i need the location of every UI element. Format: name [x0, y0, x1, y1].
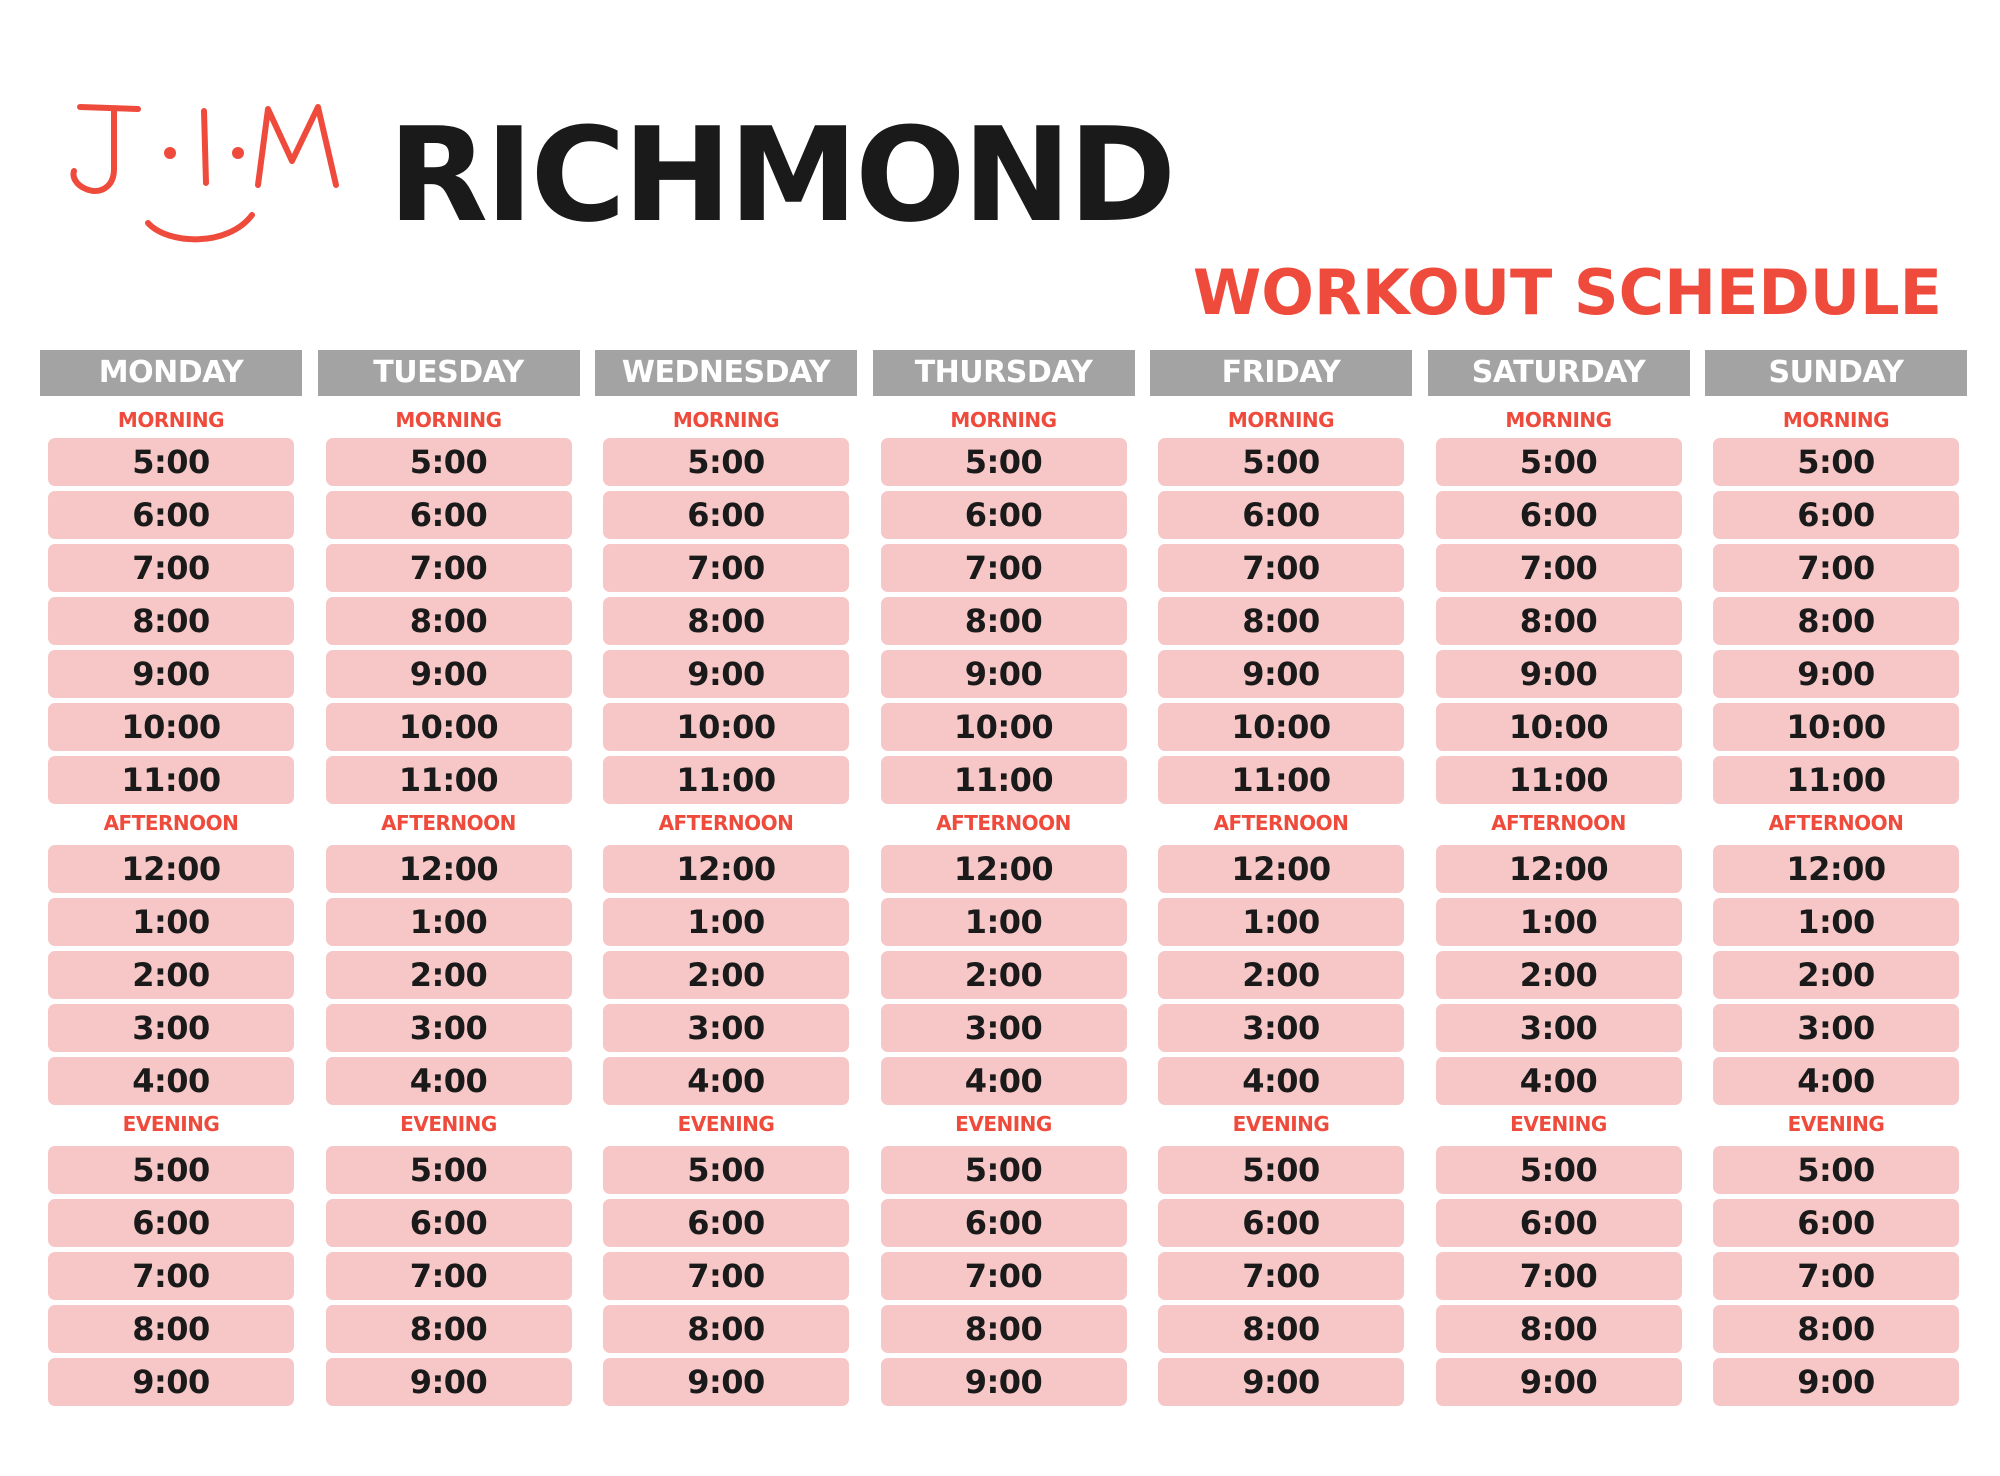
day-column-monday	[40, 350, 302, 1411]
time-slot[interactable]: 10:00	[1436, 703, 1682, 751]
time-slot[interactable]: 12:00	[1158, 845, 1404, 893]
time-slot[interactable]: 8:00	[1436, 1305, 1682, 1353]
time-slot[interactable]: 6:00	[603, 1199, 849, 1247]
time-slot[interactable]: 7:00	[1158, 1252, 1404, 1300]
time-slot[interactable]: 8:00	[603, 1305, 849, 1353]
time-slot[interactable]: 8:00	[1158, 597, 1404, 645]
time-slot[interactable]: 9:00	[1713, 650, 1959, 698]
time-slot[interactable]: 2:00	[48, 951, 294, 999]
section-label-afternoon: AFTERNOON	[1491, 811, 1626, 835]
time-slot[interactable]: 12:00	[881, 845, 1127, 893]
time-slot[interactable]: 9:00	[48, 650, 294, 698]
section-label-morning: MORNING	[1505, 408, 1612, 432]
section-label-morning: MORNING	[117, 408, 225, 432]
time-slot[interactable]: 8:00	[1713, 1305, 1959, 1353]
time-slot[interactable]: 5:00	[48, 438, 294, 486]
time-slot[interactable]: 3:00	[48, 1004, 294, 1052]
section-label-evening: EVENING	[1232, 1112, 1330, 1136]
jim-logo	[68, 95, 358, 270]
time-slot[interactable]: 2:00	[603, 951, 849, 999]
time-slot[interactable]: 6:00	[881, 1199, 1127, 1247]
time-slot[interactable]: 6:00	[48, 1199, 294, 1247]
day-column-tuesday	[318, 350, 580, 1411]
time-slot[interactable]: 9:00	[1713, 1358, 1959, 1406]
time-slot[interactable]: 9:00	[326, 1358, 572, 1406]
time-slot[interactable]: 11:00	[48, 756, 294, 804]
time-slot[interactable]: 1:00	[1713, 898, 1959, 946]
time-slot[interactable]: 11:00	[603, 756, 849, 804]
time-slot[interactable]: 1:00	[1158, 898, 1404, 946]
time-slot[interactable]: 9:00	[881, 1358, 1127, 1406]
time-slot[interactable]: 7:00	[1436, 1252, 1682, 1300]
time-slot[interactable]: 7:00	[881, 1252, 1127, 1300]
time-slot[interactable]: 9:00	[48, 1358, 294, 1406]
day-column-thursday	[873, 350, 1135, 1411]
time-slot[interactable]: 4:00	[1713, 1057, 1959, 1105]
time-slot[interactable]: 2:00	[881, 951, 1127, 999]
time-slot[interactable]: 6:00	[603, 491, 849, 539]
section-label-afternoon: AFTERNOON	[936, 811, 1071, 835]
time-slot[interactable]: 5:00	[326, 1146, 572, 1194]
time-slot[interactable]: 10:00	[48, 703, 294, 751]
time-slot[interactable]: 6:00	[1436, 491, 1682, 539]
time-slot[interactable]: 8:00	[48, 1305, 294, 1353]
time-slot[interactable]: 9:00	[881, 650, 1127, 698]
time-slot[interactable]: 10:00	[1158, 703, 1404, 751]
day-column-sunday	[1705, 350, 1967, 1411]
time-slot[interactable]: 7:00	[1713, 1252, 1959, 1300]
time-slot[interactable]: 6:00	[1158, 1199, 1404, 1247]
time-slot[interactable]: 7:00	[881, 544, 1127, 592]
section-label-afternoon: AFTERNOON	[658, 811, 794, 835]
time-slot[interactable]: 1:00	[326, 898, 572, 946]
time-slot[interactable]: 9:00	[1436, 1358, 1682, 1406]
time-slot[interactable]: 6:00	[326, 491, 572, 539]
time-slot[interactable]: 9:00	[1158, 650, 1404, 698]
time-slot[interactable]: 7:00	[48, 544, 294, 592]
time-slot[interactable]: 10:00	[326, 703, 572, 751]
time-slot[interactable]: 5:00	[881, 438, 1127, 486]
section-label-afternoon: AFTERNOON	[1768, 811, 1904, 835]
time-slot[interactable]: 1:00	[48, 898, 294, 946]
time-slot[interactable]: 5:00	[48, 1146, 294, 1194]
schedule-title: WORKOUT SCHEDULE	[1192, 256, 1942, 329]
time-slot[interactable]: 3:00	[603, 1004, 849, 1052]
time-slot[interactable]: 11:00	[1436, 756, 1682, 804]
brand-name: RICHMOND	[388, 99, 1174, 251]
time-slot[interactable]: 3:00	[326, 1004, 572, 1052]
time-slot[interactable]: 5:00	[1158, 438, 1404, 486]
section-label-evening: EVENING	[955, 1112, 1052, 1136]
section-label-morning: MORNING	[1227, 408, 1335, 432]
time-slot[interactable]: 8:00	[1436, 597, 1682, 645]
time-slot[interactable]: 1:00	[603, 898, 849, 946]
time-slot[interactable]: 7:00	[326, 1252, 572, 1300]
time-slot[interactable]: 2:00	[1713, 951, 1959, 999]
day-header: SATURDAY	[1428, 350, 1690, 396]
section-label-evening: EVENING	[677, 1112, 775, 1136]
time-slot[interactable]: 6:00	[881, 491, 1127, 539]
day-header: TUESDAY	[318, 350, 580, 396]
day-header: MONDAY	[40, 350, 302, 396]
time-slot[interactable]: 11:00	[881, 756, 1127, 804]
time-slot[interactable]: 12:00	[603, 845, 849, 893]
day-column-saturday	[1428, 350, 1690, 1411]
time-slot[interactable]: 3:00	[881, 1004, 1127, 1052]
schedule-grid	[40, 350, 1965, 1411]
time-slot[interactable]: 9:00	[1436, 650, 1682, 698]
time-slot[interactable]: 5:00	[1158, 1146, 1404, 1194]
time-slot[interactable]: 8:00	[326, 597, 572, 645]
time-slot[interactable]: 11:00	[1158, 756, 1404, 804]
time-slot[interactable]: 5:00	[326, 438, 572, 486]
time-slot[interactable]: 8:00	[48, 597, 294, 645]
section-label-morning: MORNING	[950, 408, 1057, 432]
time-slot[interactable]: 7:00	[1713, 544, 1959, 592]
time-slot[interactable]: 6:00	[1713, 491, 1959, 539]
time-slot[interactable]: 10:00	[1713, 703, 1959, 751]
time-slot[interactable]: 10:00	[603, 703, 849, 751]
section-label-morning: MORNING	[1782, 408, 1890, 432]
time-slot[interactable]: 8:00	[603, 597, 849, 645]
time-slot[interactable]: 11:00	[1713, 756, 1959, 804]
time-slot[interactable]: 4:00	[326, 1057, 572, 1105]
time-slot[interactable]: 3:00	[1713, 1004, 1959, 1052]
time-slot[interactable]: 5:00	[603, 438, 849, 486]
time-slot[interactable]: 10:00	[881, 703, 1127, 751]
time-slot[interactable]: 7:00	[603, 544, 849, 592]
time-slot[interactable]: 6:00	[1436, 1199, 1682, 1247]
day-column-friday	[1150, 350, 1412, 1411]
time-slot[interactable]: 7:00	[326, 544, 572, 592]
time-slot[interactable]: 12:00	[48, 845, 294, 893]
time-slot[interactable]: 3:00	[1158, 1004, 1404, 1052]
time-slot[interactable]: 8:00	[1713, 597, 1959, 645]
time-slot[interactable]: 5:00	[1436, 1146, 1682, 1194]
time-slot[interactable]: 9:00	[326, 650, 572, 698]
time-slot[interactable]: 3:00	[1436, 1004, 1682, 1052]
time-slot[interactable]: 7:00	[603, 1252, 849, 1300]
section-label-morning: MORNING	[395, 408, 502, 432]
time-slot[interactable]: 4:00	[881, 1057, 1127, 1105]
time-slot[interactable]: 12:00	[1713, 845, 1959, 893]
time-slot[interactable]: 4:00	[1158, 1057, 1404, 1105]
time-slot[interactable]: 9:00	[1158, 1358, 1404, 1406]
time-slot[interactable]: 6:00	[1713, 1199, 1959, 1247]
time-slot[interactable]: 8:00	[881, 597, 1127, 645]
section-label-afternoon: AFTERNOON	[103, 811, 239, 835]
time-slot[interactable]: 1:00	[881, 898, 1127, 946]
time-slot[interactable]: 2:00	[1436, 951, 1682, 999]
time-slot[interactable]: 6:00	[326, 1199, 572, 1247]
time-slot[interactable]: 7:00	[48, 1252, 294, 1300]
time-slot[interactable]: 2:00	[1158, 951, 1404, 999]
time-slot[interactable]: 4:00	[1436, 1057, 1682, 1105]
time-slot[interactable]: 6:00	[48, 491, 294, 539]
time-slot[interactable]: 7:00	[1436, 544, 1682, 592]
section-label-evening: EVENING	[400, 1112, 497, 1136]
time-slot[interactable]: 5:00	[1436, 438, 1682, 486]
section-label-afternoon: AFTERNOON	[381, 811, 516, 835]
time-slot[interactable]: 5:00	[1713, 438, 1959, 486]
day-header: WEDNESDAY	[595, 350, 857, 396]
day-header: THURSDAY	[873, 350, 1135, 396]
time-slot[interactable]: 6:00	[1158, 491, 1404, 539]
time-slot[interactable]: 4:00	[48, 1057, 294, 1105]
time-slot[interactable]: 2:00	[326, 951, 572, 999]
time-slot[interactable]: 12:00	[1436, 845, 1682, 893]
time-slot[interactable]: 5:00	[881, 1146, 1127, 1194]
section-label-evening: EVENING	[122, 1112, 220, 1136]
time-slot[interactable]: 7:00	[1158, 544, 1404, 592]
day-column-wednesday	[595, 350, 857, 1411]
time-slot[interactable]: 4:00	[603, 1057, 849, 1105]
section-label-morning: MORNING	[672, 408, 780, 432]
section-label-afternoon: AFTERNOON	[1213, 811, 1349, 835]
time-slot[interactable]: 9:00	[603, 650, 849, 698]
time-slot[interactable]: 5:00	[1713, 1146, 1959, 1194]
time-slot[interactable]: 1:00	[1436, 898, 1682, 946]
time-slot[interactable]: 11:00	[326, 756, 572, 804]
time-slot[interactable]: 8:00	[881, 1305, 1127, 1353]
time-slot[interactable]: 12:00	[326, 845, 572, 893]
day-header: FRIDAY	[1150, 350, 1412, 396]
day-header: SUNDAY	[1705, 350, 1967, 396]
time-slot[interactable]: 9:00	[603, 1358, 849, 1406]
time-slot[interactable]: 5:00	[603, 1146, 849, 1194]
section-label-evening: EVENING	[1787, 1112, 1885, 1136]
section-label-evening: EVENING	[1510, 1112, 1607, 1136]
time-slot[interactable]: 8:00	[1158, 1305, 1404, 1353]
time-slot[interactable]: 8:00	[326, 1305, 572, 1353]
